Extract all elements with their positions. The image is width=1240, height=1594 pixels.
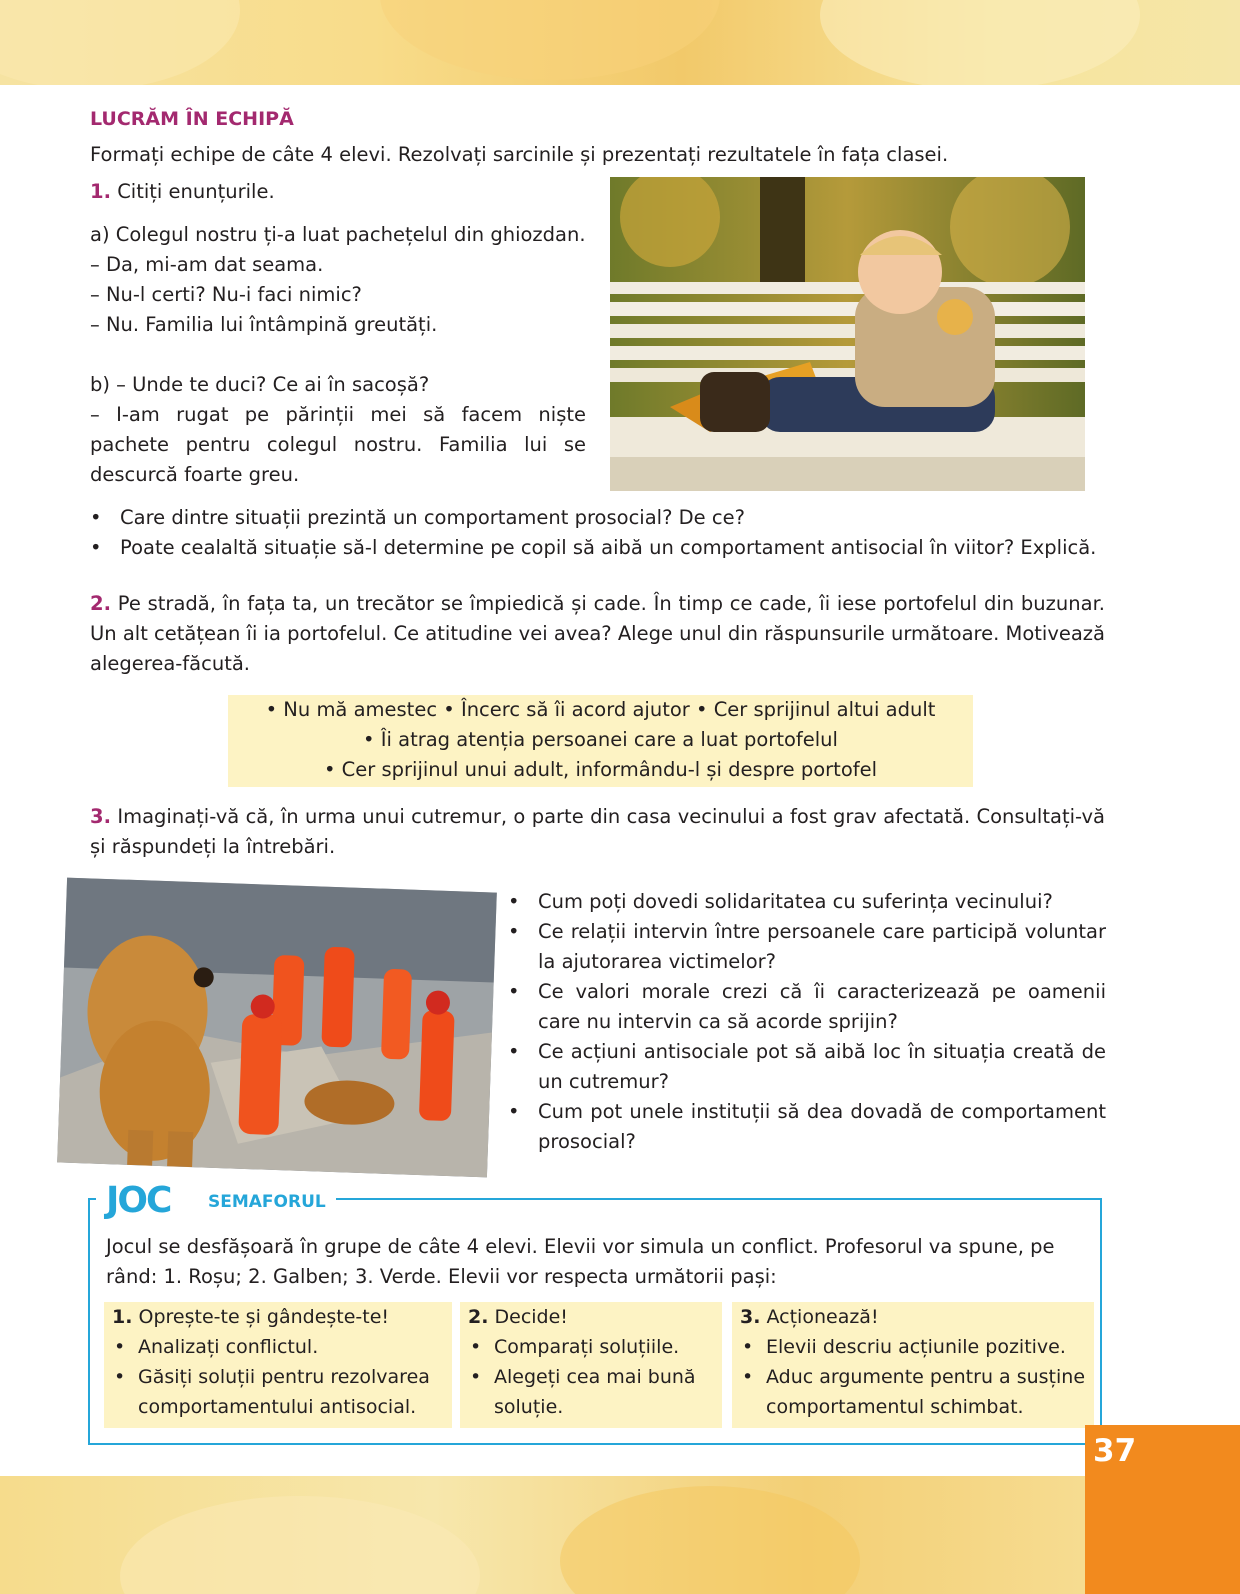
- task3-text: [90, 802, 1105, 862]
- answer-options-line: • Cer sprijinul unui adult, informându-l și despre portofel: [323, 758, 878, 781]
- game-step-item: • Alegeți cea mai bună soluție.: [460, 1362, 722, 1422]
- game-step-heading: [732, 1302, 1094, 1332]
- game-step-number: 3.: [740, 1306, 761, 1328]
- dialog-b-line: – I-am rugat pe părinții mei să facem niște pachete pentru colegul nostru. Familia lui se descurcă foarte greu.: [90, 403, 586, 486]
- game-step-item: • Găsiți soluții pentru rezolvarea comportamentului antisocial.: [104, 1362, 452, 1422]
- game-step-heading: [104, 1302, 452, 1332]
- game-title: SEMAFORUL: [208, 1192, 326, 1212]
- game-step-number: 2.: [468, 1306, 489, 1328]
- task2-number: 2.: [90, 592, 111, 615]
- task3-question: • Ce relații intervin între persoanele care participă voluntar la ajutorarea victimelor?: [508, 917, 1106, 977]
- task3-number: 3.: [90, 805, 111, 828]
- game-label: JOC: [106, 1180, 171, 1221]
- task1-number: 1.: [90, 180, 111, 203]
- dialog-a-line: a) Colegul nostru ți-a luat pachețelul din ghiozdan.: [90, 223, 586, 246]
- child-on-bench-illustration: [610, 177, 1085, 491]
- game-step-title: Oprește-te și gândește-te!: [138, 1306, 390, 1328]
- task3-questions: [508, 887, 1106, 1157]
- section-title: LUCRĂM ÎN ECHIPĂ: [90, 108, 294, 130]
- game-step-item: • Elevii descriu acțiunile pozitive.: [732, 1332, 1094, 1362]
- dialog-b: [90, 370, 586, 490]
- task3-body: Imaginați-vă că, în urma unui cutremur, o parte din casa vecinului a fost grav afectată. Consultați-vă și răspundeți la întrebări.: [90, 805, 1106, 858]
- game-step-title: Decide!: [494, 1306, 568, 1328]
- game-step-2: [460, 1302, 722, 1428]
- page-number-tab: [1085, 1425, 1240, 1594]
- game-step-number: 1.: [112, 1306, 133, 1328]
- rescue-scene-illustration: [57, 878, 497, 1178]
- dialog-b-line: b) – Unde te duci? Ce ai în sacoșă?: [90, 373, 430, 396]
- page-number: 37: [1093, 1433, 1137, 1469]
- game-step-item: • Analizați conflictul.: [104, 1332, 452, 1362]
- task1-questions: [90, 503, 1110, 563]
- task3-question: • Cum poți dovedi solidaritatea cu suferința vecinului?: [508, 887, 1106, 917]
- game-intro: Jocul se desfășoară în grupe de câte 4 elevi. Elevii vor simula un conflict. Profesorul va spune, pe rând: 1. Roșu; 2. Galben; 3. Verde. Elevii vor respecta următorii pași:: [106, 1235, 1055, 1288]
- task3-question: • Cum pot unele instituții să dea dovadă de comportament prosocial?: [508, 1097, 1106, 1157]
- game-step-item: • Comparați soluțiile.: [460, 1332, 722, 1362]
- task2-text: [90, 589, 1105, 679]
- game-step-items: [104, 1332, 452, 1422]
- dialog-a: [90, 220, 590, 340]
- task3-question: • Ce acțiuni antisociale pot să aibă loc în situația creată de un cutremur?: [508, 1037, 1106, 1097]
- game-step-1: [104, 1302, 452, 1428]
- dialog-a-line: – Nu-l certi? Nu-i faci nimic?: [90, 283, 362, 306]
- task1-question: • Care dintre situații prezintă un comportament prosocial? De ce?: [90, 503, 1110, 533]
- game-step-items: [460, 1332, 722, 1422]
- game-step-3: [732, 1302, 1094, 1428]
- task1-heading-text: Citiți enunțurile.: [117, 180, 275, 203]
- dialog-a-line: – Nu. Familia lui întâmpină greutăți.: [90, 313, 438, 336]
- task1-heading: [90, 177, 275, 207]
- game-step-title: Acționează!: [766, 1306, 879, 1328]
- game-step-heading: [460, 1302, 722, 1332]
- dialog-a-line: – Da, mi-am dat seama.: [90, 253, 324, 276]
- section-intro: Formați echipe de câte 4 elevi. Rezolvați sarcinile și prezentați rezultatele în fața clasei.: [90, 143, 949, 166]
- game-header: [96, 1180, 336, 1220]
- answer-options-box: [228, 695, 973, 787]
- answer-options-line: • Îi atrag atenția persoanei care a luat portofelul: [363, 728, 838, 751]
- game-step-item: • Aduc argumente pentru a susține comportamentul schimbat.: [732, 1362, 1094, 1422]
- game-step-items: [732, 1332, 1094, 1422]
- task1-question: • Poate cealaltă situație să-l determine pe copil să aibă un comportament antisocial în viitor? Explică.: [90, 533, 1110, 563]
- task3-question: • Ce valori morale crezi că îi caracterizează pe oamenii care nu intervin ca să acorde sprijin?: [508, 977, 1106, 1037]
- answer-options-line: • Nu mă amestec • Încerc să îi acord ajutor • Cer sprijinul altui adult: [265, 698, 936, 721]
- child-on-bench-photo: [610, 177, 1085, 491]
- rescue-dog-photo: [57, 878, 497, 1178]
- task2-body: Pe stradă, în fața ta, un trecător se împiedică și cade. În timp ce cade, îi iese portofelul din buzunar. Un alt cetățean îi ia portofelul. Ce atitudine vei avea? Alege unul din răspunsurile următoare. Motivează alegerea-făcută.: [90, 592, 1105, 675]
